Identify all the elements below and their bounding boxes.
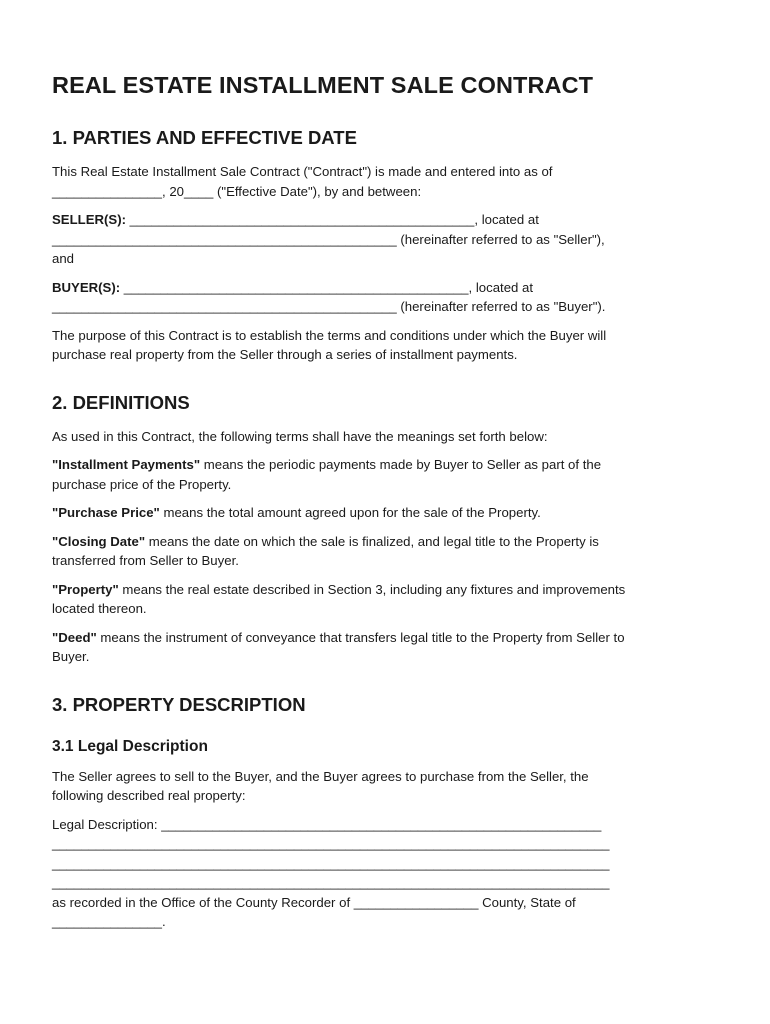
legal-intro-line-1: The Seller agrees to sell to the Buyer, and the Buyer agrees to purchase from the Seller, the bbox=[52, 768, 589, 784]
definition-text: means the real estate described in Section 3, including any fixtures and improvements bbox=[118, 581, 626, 597]
definition-item bbox=[52, 580, 718, 619]
buyer-paragraph bbox=[52, 278, 718, 317]
section-3-heading: 3. PROPERTY DESCRIPTION bbox=[52, 693, 306, 715]
legal-description-line-3: ____________________________________________________________________________ bbox=[52, 855, 610, 871]
seller-line-1-text: _______________________________________________, located at bbox=[126, 212, 539, 227]
definition-term: "Closing Date" bbox=[52, 533, 146, 549]
seller-line-1 bbox=[52, 210, 718, 230]
definition-line-1 bbox=[52, 580, 718, 600]
definition-term: "Deed" bbox=[52, 629, 97, 645]
definition-line-2: located thereon. bbox=[52, 601, 147, 616]
definition-item bbox=[52, 503, 718, 523]
buyer-line-1 bbox=[52, 278, 718, 298]
recorded-line-2: _______________. bbox=[52, 914, 166, 929]
seller-paragraph bbox=[52, 210, 718, 269]
definition-text: means the date on which the sale is finalized, and legal title to the Property is bbox=[145, 533, 599, 549]
definition-item bbox=[52, 628, 718, 667]
legal-description-line-2: ____________________________________________________________________________ bbox=[52, 836, 610, 851]
intro-line-2: _______________, 20____ ("Effective Date"), by and between: bbox=[52, 183, 422, 199]
definition-text: means the instrument of conveyance that transfers legal title to the Property from Seller to bbox=[96, 629, 625, 645]
definition-line-1 bbox=[52, 503, 718, 523]
definition-item bbox=[52, 455, 718, 494]
definition-term: "Property" bbox=[52, 581, 119, 597]
intro-line-1: This Real Estate Installment Sale Contract ("Contract") is made and entered into as of bbox=[52, 164, 553, 179]
definition-line-1 bbox=[52, 455, 718, 475]
seller-line-2: _______________________________________________ (hereinafter referred to as "Seller"), bbox=[52, 231, 605, 247]
definition-item bbox=[52, 532, 718, 571]
definitions-intro: As used in this Contract, the following terms shall have the meanings set forth below: bbox=[52, 428, 548, 444]
legal-description-block bbox=[52, 815, 718, 932]
seller-line-3: and bbox=[52, 251, 75, 266]
section-1-heading: 1. PARTIES AND EFFECTIVE DATE bbox=[52, 127, 357, 148]
definition-text: means the total amount agreed upon for the sale of the Property. bbox=[159, 505, 541, 520]
document-title: REAL ESTATE INSTALLMENT SALE CONTRACT bbox=[52, 72, 594, 98]
seller-label: SELLER(S): bbox=[52, 212, 126, 227]
section-1-intro bbox=[52, 162, 718, 201]
buyer-label: BUYER(S): bbox=[52, 279, 121, 295]
legal-intro-line-2: following described real property: bbox=[52, 788, 246, 803]
purpose-line-2: purchase real property from the Seller through a series of installment payments. bbox=[52, 347, 518, 362]
definition-term: "Installment Payments" bbox=[52, 457, 201, 472]
purpose-paragraph bbox=[52, 326, 718, 365]
legal-description-line-4: ____________________________________________________________________________ bbox=[52, 875, 610, 890]
buyer-line-1-text: _______________________________________________, located at bbox=[120, 279, 534, 295]
definition-term: "Purchase Price" bbox=[52, 505, 160, 520]
definition-line-2: transferred from Seller to Buyer. bbox=[52, 553, 239, 568]
definition-line-2: Buyer. bbox=[52, 649, 90, 664]
section-2-heading: 2. DEFINITIONS bbox=[52, 391, 190, 413]
subsection-3-1-heading: 3.1 Legal Description bbox=[52, 737, 208, 755]
definition-line-1 bbox=[52, 628, 718, 648]
buyer-line-2: _______________________________________________ (hereinafter referred to as "Buyer"). bbox=[52, 299, 606, 314]
legal-description-line-1: Legal Description: ____________________________________________________________ bbox=[52, 816, 602, 832]
definition-text: means the periodic payments made by Buyer to Seller as part of the bbox=[200, 457, 602, 472]
recorded-line-1: as recorded in the Office of the County Recorder of _________________ County, State of bbox=[52, 894, 576, 910]
purpose-line-1: The purpose of this Contract is to establish the terms and conditions under which the Buyer will bbox=[52, 327, 607, 343]
definition-line-2: purchase price of the Property. bbox=[52, 476, 232, 492]
legal-description-intro bbox=[52, 767, 718, 806]
definition-line-1 bbox=[52, 532, 718, 552]
